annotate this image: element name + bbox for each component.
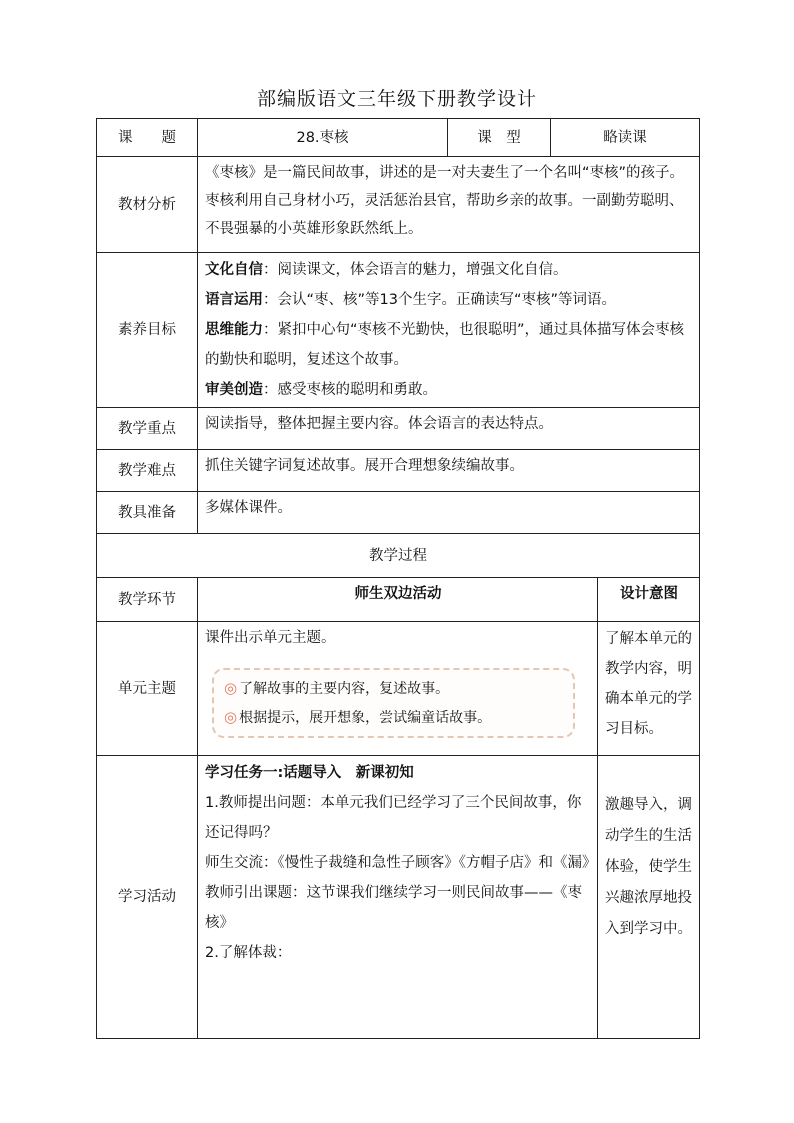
goals-cell	[198, 253, 700, 408]
difficulties-text: 抓住关键字词复述故事。展开合理想象续编故事。	[205, 458, 524, 474]
activity-line: 师生交流：《慢性子裁缝和急性子顾客》《方帽子店》和《漏》	[205, 855, 597, 871]
unit-theme-item: ◎ 根据提示，展开想象，尝试编童话故事。	[224, 708, 492, 726]
double-circle-bullet-icon: ◎	[224, 679, 238, 697]
stage-column-header: 教学环节	[97, 578, 198, 622]
key-points-text: 阅读指导，整体把握主要内容。体会语言的表达特点。	[205, 416, 553, 432]
type-value: 略读课	[551, 119, 700, 157]
unit-theme-activity	[198, 622, 598, 756]
double-circle-bullet-icon: ◎	[224, 708, 238, 726]
tools-label: 教具准备	[97, 492, 198, 534]
activity-line: 1.教师提出问题：本单元我们已经学习了三个民间故事，你还记得吗？	[205, 795, 582, 841]
learning-activity-label: 学习活动	[97, 756, 198, 1039]
task-title: 学习任务一:话题导入 新课初知	[205, 765, 414, 781]
header-row	[97, 119, 700, 157]
unit-theme-row	[97, 622, 700, 756]
process-columns-row	[97, 578, 700, 622]
topic-value: 28.枣核	[198, 119, 448, 157]
tools-text: 多媒体课件。	[205, 500, 292, 516]
difficulties-row	[97, 450, 700, 492]
unit-theme-intro: 课件出示单元主题。	[205, 630, 336, 646]
goal-language: 语言运用：会认“枣、核”等13个生字。正确读写“枣核”等词语。	[205, 292, 616, 308]
goals-label: 素养目标	[97, 253, 198, 408]
goals-row	[97, 253, 700, 408]
intent-column-header: 设计意图	[598, 578, 700, 622]
activity-line: 教师引出课题：这节课我们继续学习一则民间故事——《枣核》	[205, 885, 582, 931]
key-points-label: 教学重点	[97, 408, 198, 450]
key-points-row	[97, 408, 700, 450]
type-label: 课 型	[448, 119, 551, 157]
analysis-row	[97, 157, 700, 253]
analysis-text: 《枣核》是一篇民间故事，讲述的是一对夫妻生了一个名叫“枣核”的孩子。枣核利用自己身材小巧，灵活惩治县官，帮助乡亲的故事。一副勤劳聪明、不畏强暴的小英雄形象跃然纸上。	[205, 165, 685, 237]
unit-theme-intent: 了解本单元的教学内容，明确本单元的学习目标。	[605, 631, 692, 737]
unit-theme-box	[212, 668, 575, 738]
learning-activity-intent-cell	[598, 756, 700, 1039]
activity-line: 2.了解体裁：	[205, 945, 292, 961]
goal-thinking: 思维能力：紧扣中心句“枣核不光勤快，也很聪明”，通过具体描写体会枣核的勤快和聪明，复述这个故事。	[205, 322, 685, 368]
process-heading-row	[97, 534, 700, 578]
document-title: 部编版语文三年级下册教学设计	[256, 88, 537, 110]
unit-theme-item: ◎ 了解故事的主要内容，复述故事。	[224, 679, 450, 697]
topic-label: 课 题	[97, 119, 198, 157]
goal-culture: 文化自信：阅读课文，体会语言的魅力，增强文化自信。	[205, 262, 568, 278]
unit-theme-intent-cell	[598, 622, 700, 756]
tools-row	[97, 492, 700, 534]
analysis-label: 教材分析	[97, 157, 198, 253]
process-heading: 教学过程	[97, 534, 700, 578]
learning-activity-intent: 激趣导入，调动学生的生活体验，使学生兴趣浓厚地投入到学习中。	[605, 797, 692, 937]
goal-aesthetics: 审美创造：感受枣核的聪明和勇敢。	[205, 382, 437, 398]
activity-column-header: 师生双边活动	[198, 578, 598, 622]
learning-activity-row	[97, 756, 700, 1039]
learning-activity-content	[198, 756, 598, 1039]
lesson-plan-table	[96, 118, 700, 1039]
unit-theme-label: 单元主题	[97, 622, 198, 756]
analysis-cell	[198, 157, 700, 253]
difficulties-label: 教学难点	[97, 450, 198, 492]
